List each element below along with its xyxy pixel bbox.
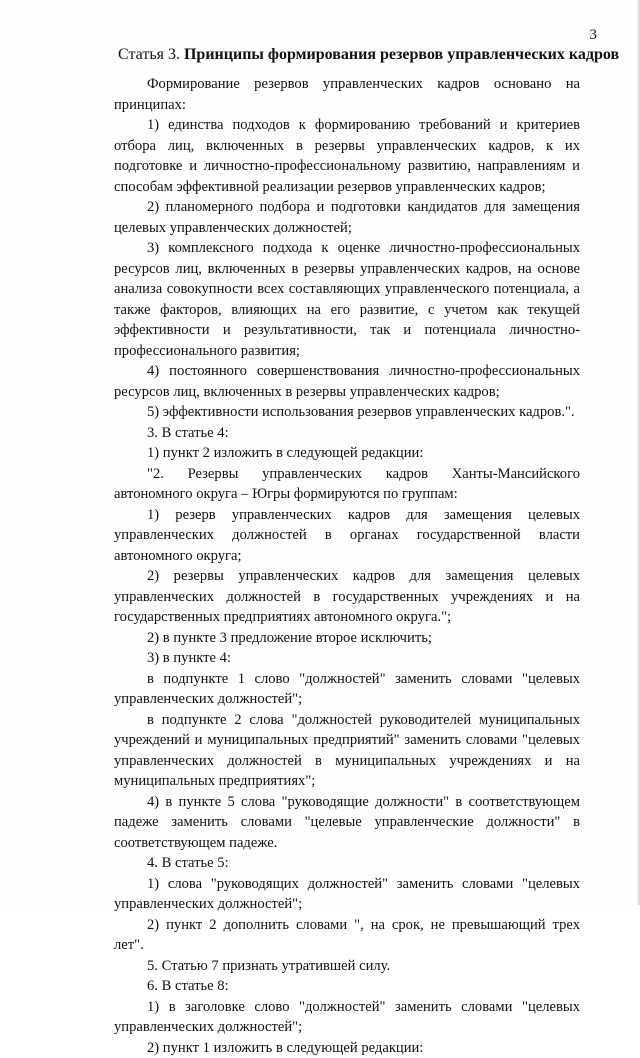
paragraph: 4. В статье 5:	[114, 853, 580, 874]
paragraph: 4) в пункте 5 слова "руководящие должности" в соответствующем падеже заменить словами "целевые управленческие должности" в соответствующем падеже.	[114, 792, 580, 854]
paragraph: 2) резервы управленческих кадров для замещения целевых управленческих должностей в государственных учреждениях и на государственных предприятиях автономного округа.";	[114, 566, 580, 628]
paragraph: 1) пункт 2 изложить в следующей редакции:	[114, 443, 580, 464]
paragraph: "2. Резервы управленческих кадров Ханты-Мансийского автономного округа – Югры формируются по группам:	[114, 464, 580, 505]
document-body	[114, 74, 580, 1058]
paragraph: 3) комплексного подхода к оценке личностно-профессиональных ресурсов лиц, включенных в резервы управленческих кадров, на основе анализа совокупности всех составляющих управленческого потенциала, а также факторов, влияющих на его развитие, с учетом как текущей эффективности и результативности, так и потенциала личностно-профессионального развития;	[114, 238, 580, 361]
paragraph: Формирование резервов управленческих кадров основано на принципах:	[114, 74, 580, 115]
article-heading-title: Принципы формирования резервов управленческих кадров	[184, 46, 619, 63]
paragraph: 1) в заголовке слово "должностей" заменить словами "целевых управленческих должностей";	[114, 997, 580, 1038]
paragraph: 5) эффективности использования резервов управленческих кадров.".	[114, 402, 580, 423]
article-heading	[118, 46, 598, 64]
paragraph: 3) в пункте 4:	[114, 648, 580, 669]
paragraph: 1) слова "руководящих должностей" заменить словами "целевых управленческих должностей";	[114, 874, 580, 915]
article-heading-prefix: Статья 3.	[118, 46, 184, 63]
paragraph: 3. В статье 4:	[114, 423, 580, 444]
paragraph: 4) постоянного совершенствования личностно-профессиональных ресурсов лиц, включенных в резервы управленческих кадров;	[114, 361, 580, 402]
paragraph: в подпункте 2 слова "должностей руководителей муниципальных учреждений и муниципальных предприятий" заменить словами "целевых управленческих должностей в муниципальных учреждениях и на муниципальных предприятиях";	[114, 710, 580, 792]
paragraph: 1) единства подходов к формированию требований и критериев отбора лиц, включенных в резервы управленческих кадров, к их подготовке и личностно-профессиональному развитию, направлениям и способам эффективной реализации резервов управленческих кадров;	[114, 115, 580, 197]
page-number: 3	[590, 27, 598, 43]
paragraph: в подпункте 1 слово "должностей" заменить словами "целевых управленческих должностей";	[114, 669, 580, 710]
paragraph: 2) пункт 1 изложить в следующей редакции:	[114, 1038, 580, 1058]
paragraph: 2) планомерного подбора и подготовки кандидатов для замещения целевых управленческих должностей;	[114, 197, 580, 238]
paragraph: 2) в пункте 3 предложение второе исключить;	[114, 628, 580, 649]
paragraph: 5. Статью 7 признать утратившей силу.	[114, 956, 580, 977]
paragraph: 1) резерв управленческих кадров для замещения целевых управленческих должностей в органах государственной власти автономного округа;	[114, 505, 580, 567]
paragraph: 6. В статье 8:	[114, 976, 580, 997]
paragraph: 2) пункт 2 дополнить словами ", на срок, не превышающий трех лет".	[114, 915, 580, 956]
